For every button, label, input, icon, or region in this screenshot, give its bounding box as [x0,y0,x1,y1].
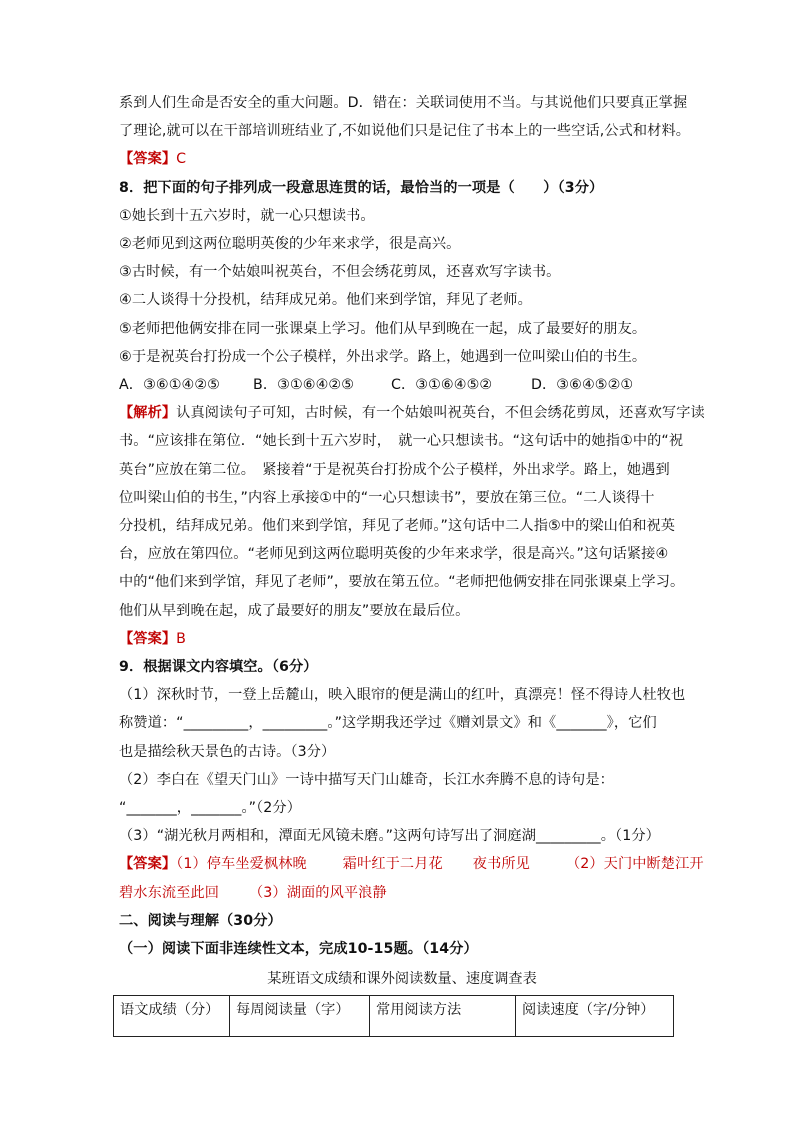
question-9-part-3: （3）“湖光秋月两相和，潭面无风镜未磨。”这两句诗写出了洞庭湖_________。（1分） [119,828,660,845]
answer-7 [119,145,685,173]
explanation-line: 英台”应放在第二位。 紧接着“于是祝英台打扮成个公子模样，外出求学。路上，她遇到 [119,461,670,478]
page-content [119,89,705,1037]
survey-table [113,995,674,1037]
option-b: B．③①⑥④②⑤ [253,377,355,394]
option-a: A．③⑥①④②⑤ [119,377,221,394]
question-9-part-1: 也是描绘秋天景色的古诗。（3分） [119,743,336,760]
sentence-4: ④二人谈得十分投机，结拜成兄弟。他们来到学馆，拜见了老师。 [119,292,532,309]
answer-8 [119,625,685,653]
explanation-line: 台，应放在第四位。“老师见到这两位聪明英俊的少年来求学，很是高兴。”这句话紧接④ [119,546,669,563]
question-9-part-1: 称赞道：“_________，_________。”这学期我还学过《赠刘景文》和《_______》，它们 [119,715,657,732]
section-heading: 二、阅读与理解（30分） [119,912,282,929]
answer-value: 夜书所见 [472,856,530,873]
answer-value: B [176,630,186,647]
answer-tag: 【答案】 [119,151,177,168]
table-header-cell: 常用阅读方法 [370,996,516,1037]
explanation-line: 分投机，结拜成兄弟。他们来到学馆，拜见了老师。”这句话中二人指⑤中的梁山伯和祝英 [119,518,676,535]
question-9-stem: 9．根据课文内容填空。（6分） [119,659,318,676]
question-8-stem: 8．把下面的句子排列成一段意思连贯的话，最恰当的一项是（ ）（3分） [119,179,604,196]
explanation-line: 位叫梁山伯的书生，”内容上承接①中的“一心只想读书”，要放在第三位。“二人谈得十 [119,489,655,506]
subsection-heading: （一）阅读下面非连续性文本，完成10-15题。（14分） [119,941,478,958]
answer-9 [119,850,704,878]
explanation-text: 认真阅读句子可知，古时候，有一个姑娘叫祝英台，不但会绣花剪凤，还喜欢写字读 [176,405,705,422]
option-d: D．③⑥④⑤②① [531,377,634,394]
table-header-row [114,996,674,1037]
question-9-part-2: （2）李白在《望天门山》一诗中描写天门山雄奇，长江水奔腾不息的诗句是： [119,771,614,788]
sentence-1: ①她长到十五六岁时，就一心只想读书。 [119,207,375,224]
explanation-tag: 【解析】 [119,405,177,422]
answer-tag: 【答案】 [119,630,177,647]
sentence-3: ③古时候，有一个姑娘叫祝英台，不但会绣花剪凤，还喜欢写字读书。 [119,264,561,281]
answer-value: （2）天门中断楚江开 [565,856,704,873]
table-header-cell: 每周阅读量（字） [230,996,370,1037]
sentence-5: ⑤老师把他俩安排在同一张课桌上学习。他们从早到晚在一起，成了最要好的朋友。 [119,320,647,337]
text-line: 了理论,就可以在干部培训班结业了,不如说他们只是记住了书本上的一些空话,公式和材料。 [119,123,691,140]
answer-value: 碧水东流至此回 [119,884,220,901]
table-caption: 某班语文成绩和课外阅读数量、速度调查表 [267,971,537,988]
table-header-cell: 阅读速度（字/分钟） [516,996,674,1037]
sentence-2: ②老师见到这两位聪明英俊的少年来求学，很是高兴。 [119,236,461,253]
answer-9-cont [119,879,685,907]
explanation-line: 中的“他们来到学馆，拜见了老师”，要放在第五位。“老师把他俩安排在同张课桌上学习。 [119,574,685,591]
explanation-line: 他们从早到晚在起，成了最要好的朋友”要放在最后位。 [119,602,470,619]
answer-value: 霜叶红于二月花 [342,856,443,873]
answer-value: （1）停车坐爱枫林晚 [176,856,307,873]
answer-tag: 【答案】 [119,856,177,873]
answer-value: （3）湖面的风平浪静 [249,884,387,901]
explanation-line [119,399,705,427]
options-row [119,371,685,399]
sentence-6: ⑥于是祝英台打扮成一个公子模样，外出求学。路上，她遇到一位叫梁山伯的书生。 [119,348,647,365]
table-header-cell: 语文成绩（分） [114,996,230,1037]
explanation-line: 书。“应该排在第位．“她长到十五六岁时， 就一心只想读书。“这句话中的她指①中的“祝 [119,433,684,450]
question-9-part-2: “_______，_______。”（2分） [119,800,301,817]
question-9-part-1: （1）深秋时节，一登上岳麓山，映入眼帘的便是满山的红叶，真漂亮！怪不得诗人杜牧也 [119,687,686,704]
answer-value: C [176,151,187,168]
text-line: 系到人们生命是否安全的重大问题。D．错在：关联词使用不当。与其说他们只要真正掌握 [119,95,688,111]
option-c: C．③①⑥④⑤② [391,377,493,394]
